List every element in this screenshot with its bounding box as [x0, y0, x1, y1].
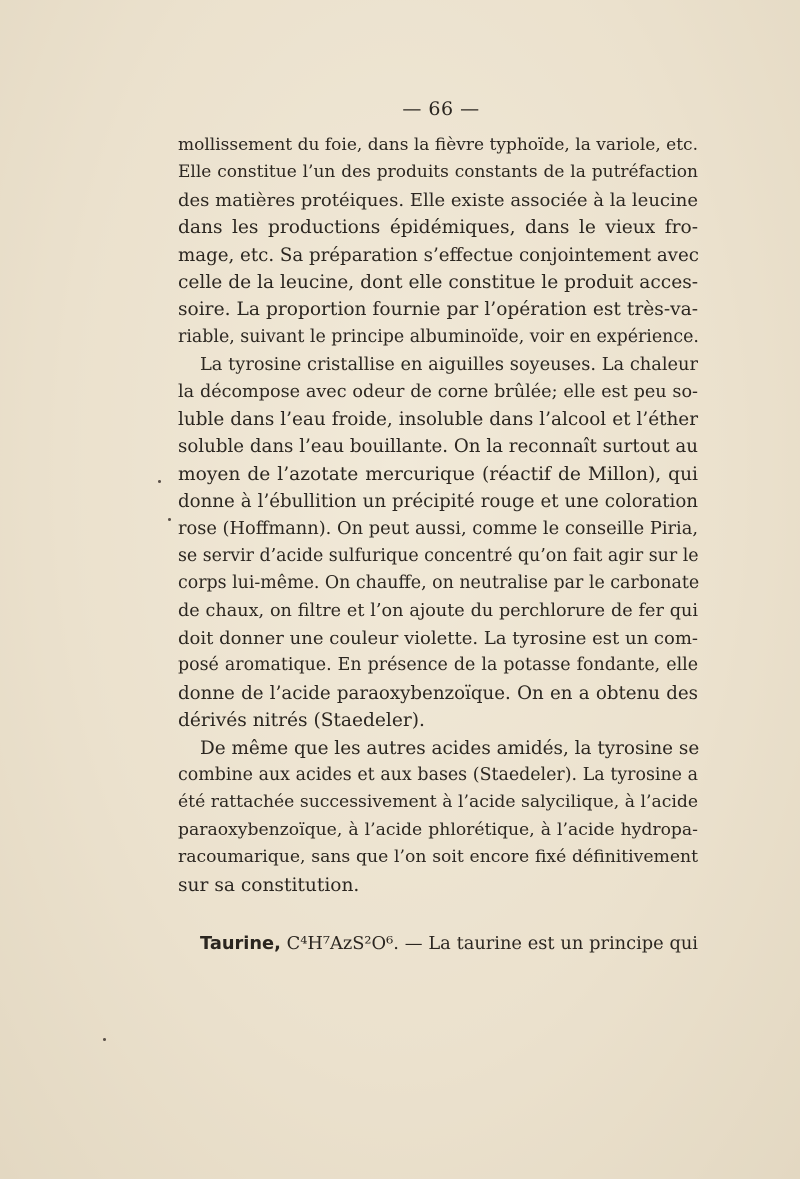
text-line: moyen de l’azotate mercurique (réactif de Millon), qui: [178, 463, 698, 485]
text-line: dans les productions épidémiques, dans le vieux fro-: [178, 217, 698, 239]
text-line: été rattachée successivement à l’acide salycilique, à l’acide: [178, 792, 698, 813]
text-line: sur sa constitution.: [178, 874, 360, 896]
text-line: Elle constitue l’un des produits constants de la putréfaction: [178, 162, 698, 183]
text-line: La tyrosine cristallise en aiguilles soyeuses. La chaleur: [200, 354, 698, 376]
text-line: se servir d’acide sulfurique concentré qu’on fait agir sur le: [178, 545, 699, 566]
text-line: paraoxybenzoïque, à l’acide phlorétique, à l’acide hydropa-: [178, 819, 698, 840]
paper-speck: [103, 1038, 106, 1041]
text-line: celle de la leucine, dont elle constitue le produit acces-: [178, 271, 699, 293]
chemical-formula: C⁴H⁷AzS²O⁶.: [286, 933, 399, 954]
text-line: donne de l’acide paraoxybenzoïque. On en a obtenu des: [178, 682, 698, 704]
text-line: des matières protéiques. Elle existe associée à la leucine: [178, 189, 698, 211]
text-line: soire. La proportion fournie par l’opération est très-va-: [178, 299, 698, 321]
text-line: De même que les autres acides amidés, la tyrosine se: [200, 737, 700, 759]
text-line: doit donner une couleur violette. La tyrosine est un com-: [178, 628, 698, 650]
text-line: mage, etc. Sa préparation s’effectue conjointement avec: [178, 244, 699, 266]
paper-speck: [158, 480, 161, 483]
paper-speck: [168, 518, 171, 521]
body-text: [178, 132, 698, 899]
text-line: riable, suivant le principe albuminoïde, voir en expérience.: [178, 326, 699, 347]
text-line: posé aromatique. En présence de la potasse fondante, elle: [178, 655, 698, 676]
text-line: corps lui-même. On chauffe, on neutralise par le carbonate: [178, 573, 700, 594]
text-line: de chaux, on filtre et l’on ajoute du perchlorure de fer qui: [178, 600, 698, 621]
text-line: luble dans l’eau froide, insoluble dans l’alcool et l’éther: [178, 408, 698, 430]
section-text: — La taurine est un principe qui: [404, 933, 698, 954]
text-line: combine aux acides et aux bases (Staedeler). La tyrosine a: [178, 764, 698, 785]
text-line: soluble dans l’eau bouillante. On la reconnaît surtout au: [178, 436, 698, 458]
section-title: Taurine,: [200, 933, 281, 954]
text-line: mollissement du foie, dans la fièvre typhoïde, la variole, etc.: [178, 135, 698, 155]
text-line: racoumarique, sans que l’on soit encore fixé définitivement: [178, 847, 698, 868]
section-heading-line: [200, 930, 698, 958]
text-line: rose (Hoffmann). On peut aussi, comme le conseille Piria,: [178, 518, 698, 540]
page-number: — 66 —: [402, 98, 480, 120]
text-line: la décompose avec odeur de corne brûlée; elle est peu so-: [178, 381, 698, 402]
text-line: donne à l’ébullition un précipité rouge et une coloration: [178, 491, 698, 513]
text-line: dérivés nitrés (Staedeler).: [178, 710, 425, 732]
